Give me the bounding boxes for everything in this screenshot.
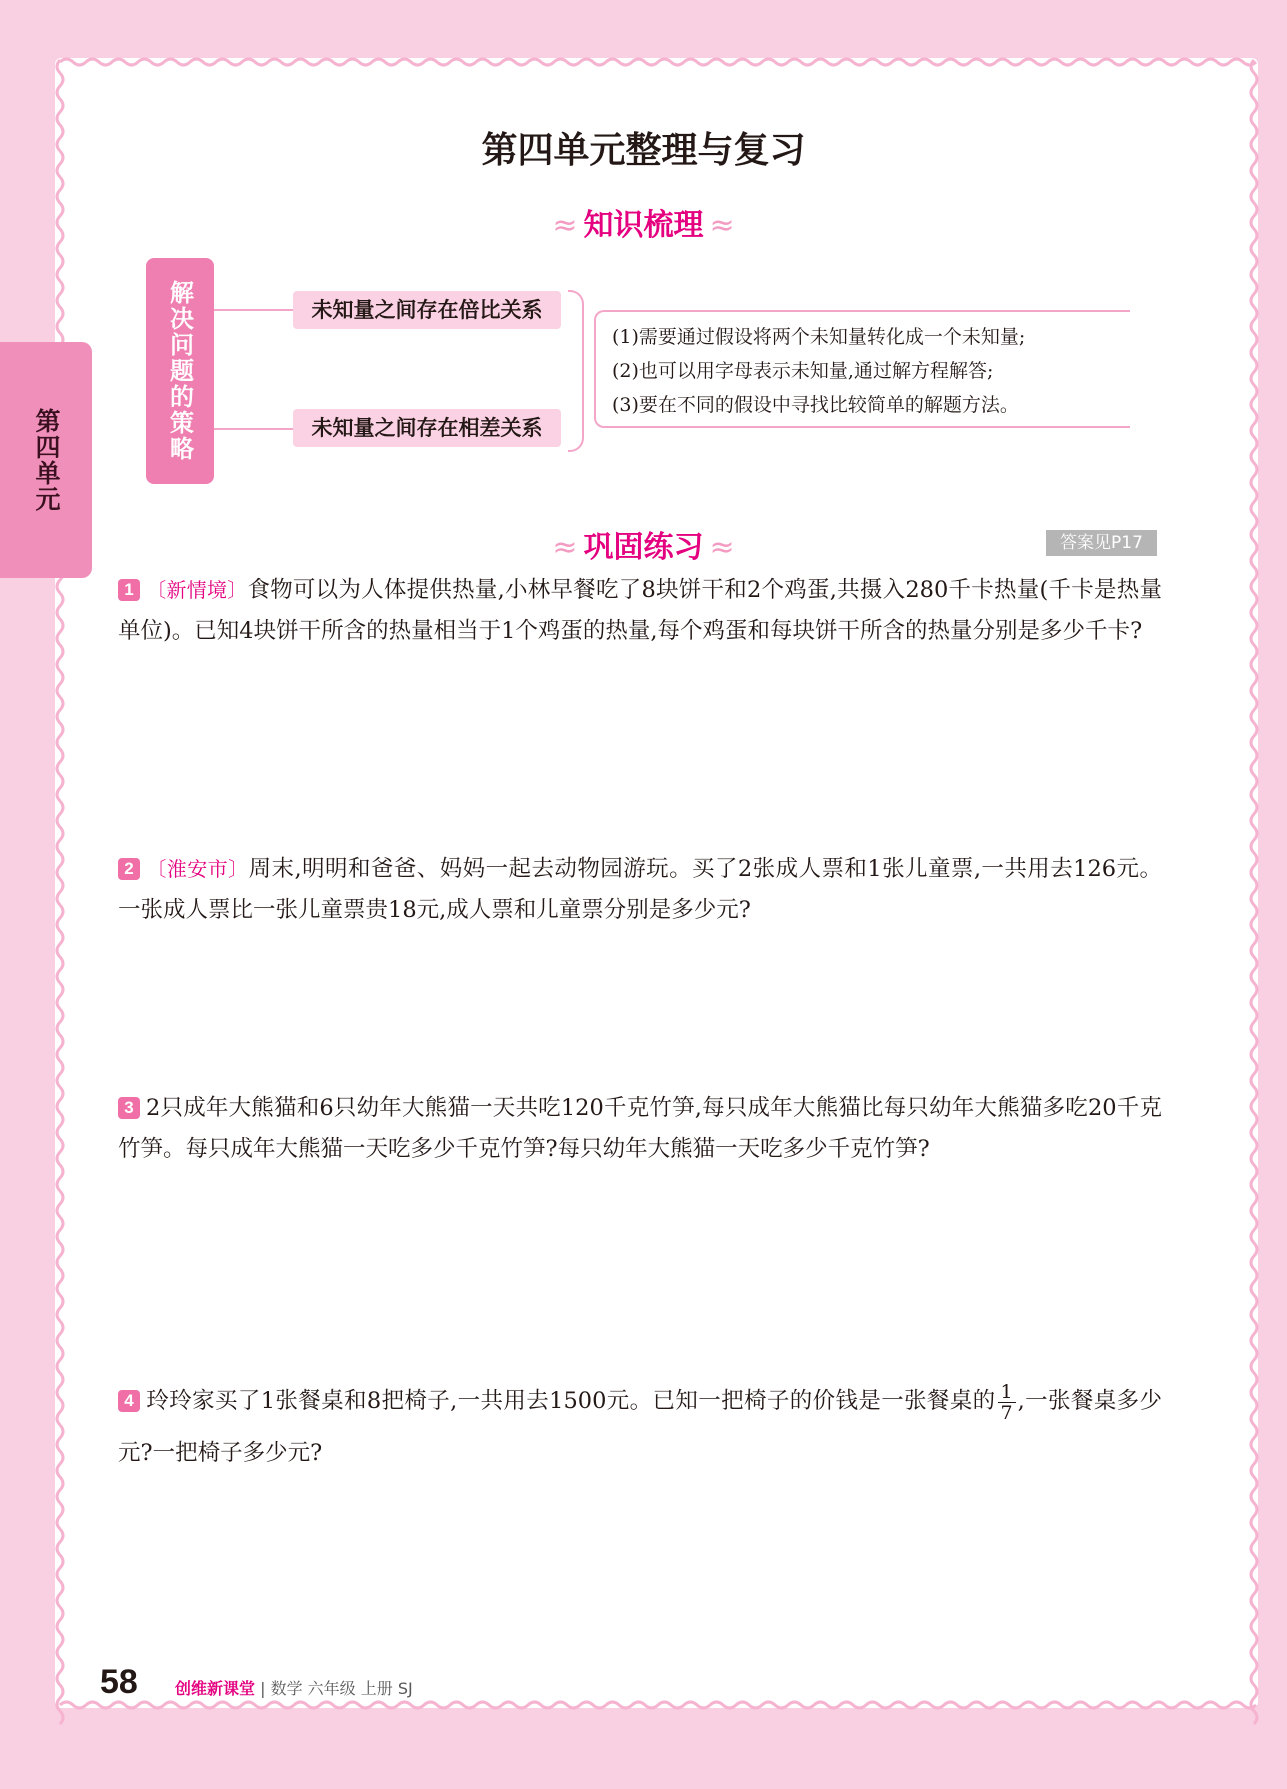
question-1 xyxy=(118,570,1162,652)
branch-connector xyxy=(214,309,293,311)
question-source-tag: 〔淮安市〕 xyxy=(146,857,249,881)
footer-brand: 创维新课堂 xyxy=(175,1679,256,1698)
fraction xyxy=(998,1382,1016,1423)
branch-connector xyxy=(214,428,293,430)
wave-deco-icon: ≈ xyxy=(709,530,735,565)
question-text: 2只成年大熊猫和6只幼年大熊猫一天共吃120千克竹笋,每只成年大熊猫比每只幼年大熊猫多吃20千克竹笋。每只成年大熊猫一天吃多少千克竹笋?每只幼年大熊猫一天吃多少千克竹笋? xyxy=(118,1095,1162,1162)
knowledge-heading xyxy=(0,200,1287,244)
page-title: 第四单元整理与复习 xyxy=(481,130,806,171)
practice-heading-label: 巩固练习 xyxy=(583,530,704,565)
strategy-root-box xyxy=(146,258,214,484)
branch-ratio-relation: 未知量之间存在倍比关系 xyxy=(293,291,561,329)
page-number: 58 xyxy=(100,1663,138,1701)
question-2 xyxy=(118,849,1162,931)
branch-difference-relation: 未知量之间存在相差关系 xyxy=(293,409,561,447)
question-number: 4 xyxy=(118,1390,140,1412)
strategy-note: (2)也可以用字母表示未知量,通过解方程解答; xyxy=(612,360,994,382)
knowledge-heading-label: 知识梳理 xyxy=(583,208,704,243)
question-number: 1 xyxy=(118,579,140,601)
strategy-note: (1)需要通过假设将两个未知量转化成一个未知量; xyxy=(612,326,1026,348)
strategy-notes-box xyxy=(594,310,1130,428)
question-text: 玲玲家买了1张餐桌和8把椅子,一共用去1500元。已知一把椅子的价钱是一张餐桌的 xyxy=(146,1388,996,1414)
unit-side-tab-label: 第四单元 xyxy=(32,408,61,512)
wave-deco-icon: ≈ xyxy=(552,208,578,243)
wave-deco-icon: ≈ xyxy=(709,208,735,243)
fraction-denominator: 7 xyxy=(1000,1401,1013,1424)
strategy-note: (3)要在不同的假设中寻找比较简单的解题方法。 xyxy=(612,394,1019,416)
question-text: 周末,明明和爸爸、妈妈一起去动物园游玩。买了2张成人票和1张儿童票,一共用去126元。一张成人票比一张儿童票贵18元,成人票和儿童票分别是多少元? xyxy=(118,856,1162,923)
question-4 xyxy=(118,1375,1162,1479)
fraction-numerator: 1 xyxy=(998,1382,1016,1403)
question-number: 2 xyxy=(118,858,140,880)
question-text-continued: ,一张餐桌多少元?一把椅子多少元? xyxy=(118,1388,1163,1466)
wave-deco-icon: ≈ xyxy=(552,530,578,565)
strategy-root-label: 解决问题的策略 xyxy=(165,280,194,462)
right-brace xyxy=(568,290,584,452)
question-text: 食物可以为人体提供热量,小林早餐吃了8块饼干和2个鸡蛋,共摄入280千卡热量(千卡是热量单位)。已知4块饼干所含的热量相当于1个鸡蛋的热量,每个鸡蛋和每块饼干所含的热量分别是多少千卡? xyxy=(118,577,1162,644)
question-source-tag: 〔新情境〕 xyxy=(146,578,248,602)
question-number: 3 xyxy=(118,1097,140,1119)
footer-series-info xyxy=(175,1676,413,1699)
question-3 xyxy=(118,1088,1162,1170)
footer-details: | 数学 六年级 上册 SJ xyxy=(260,1679,413,1698)
answer-reference-badge: 答案见P17 xyxy=(1046,530,1157,556)
